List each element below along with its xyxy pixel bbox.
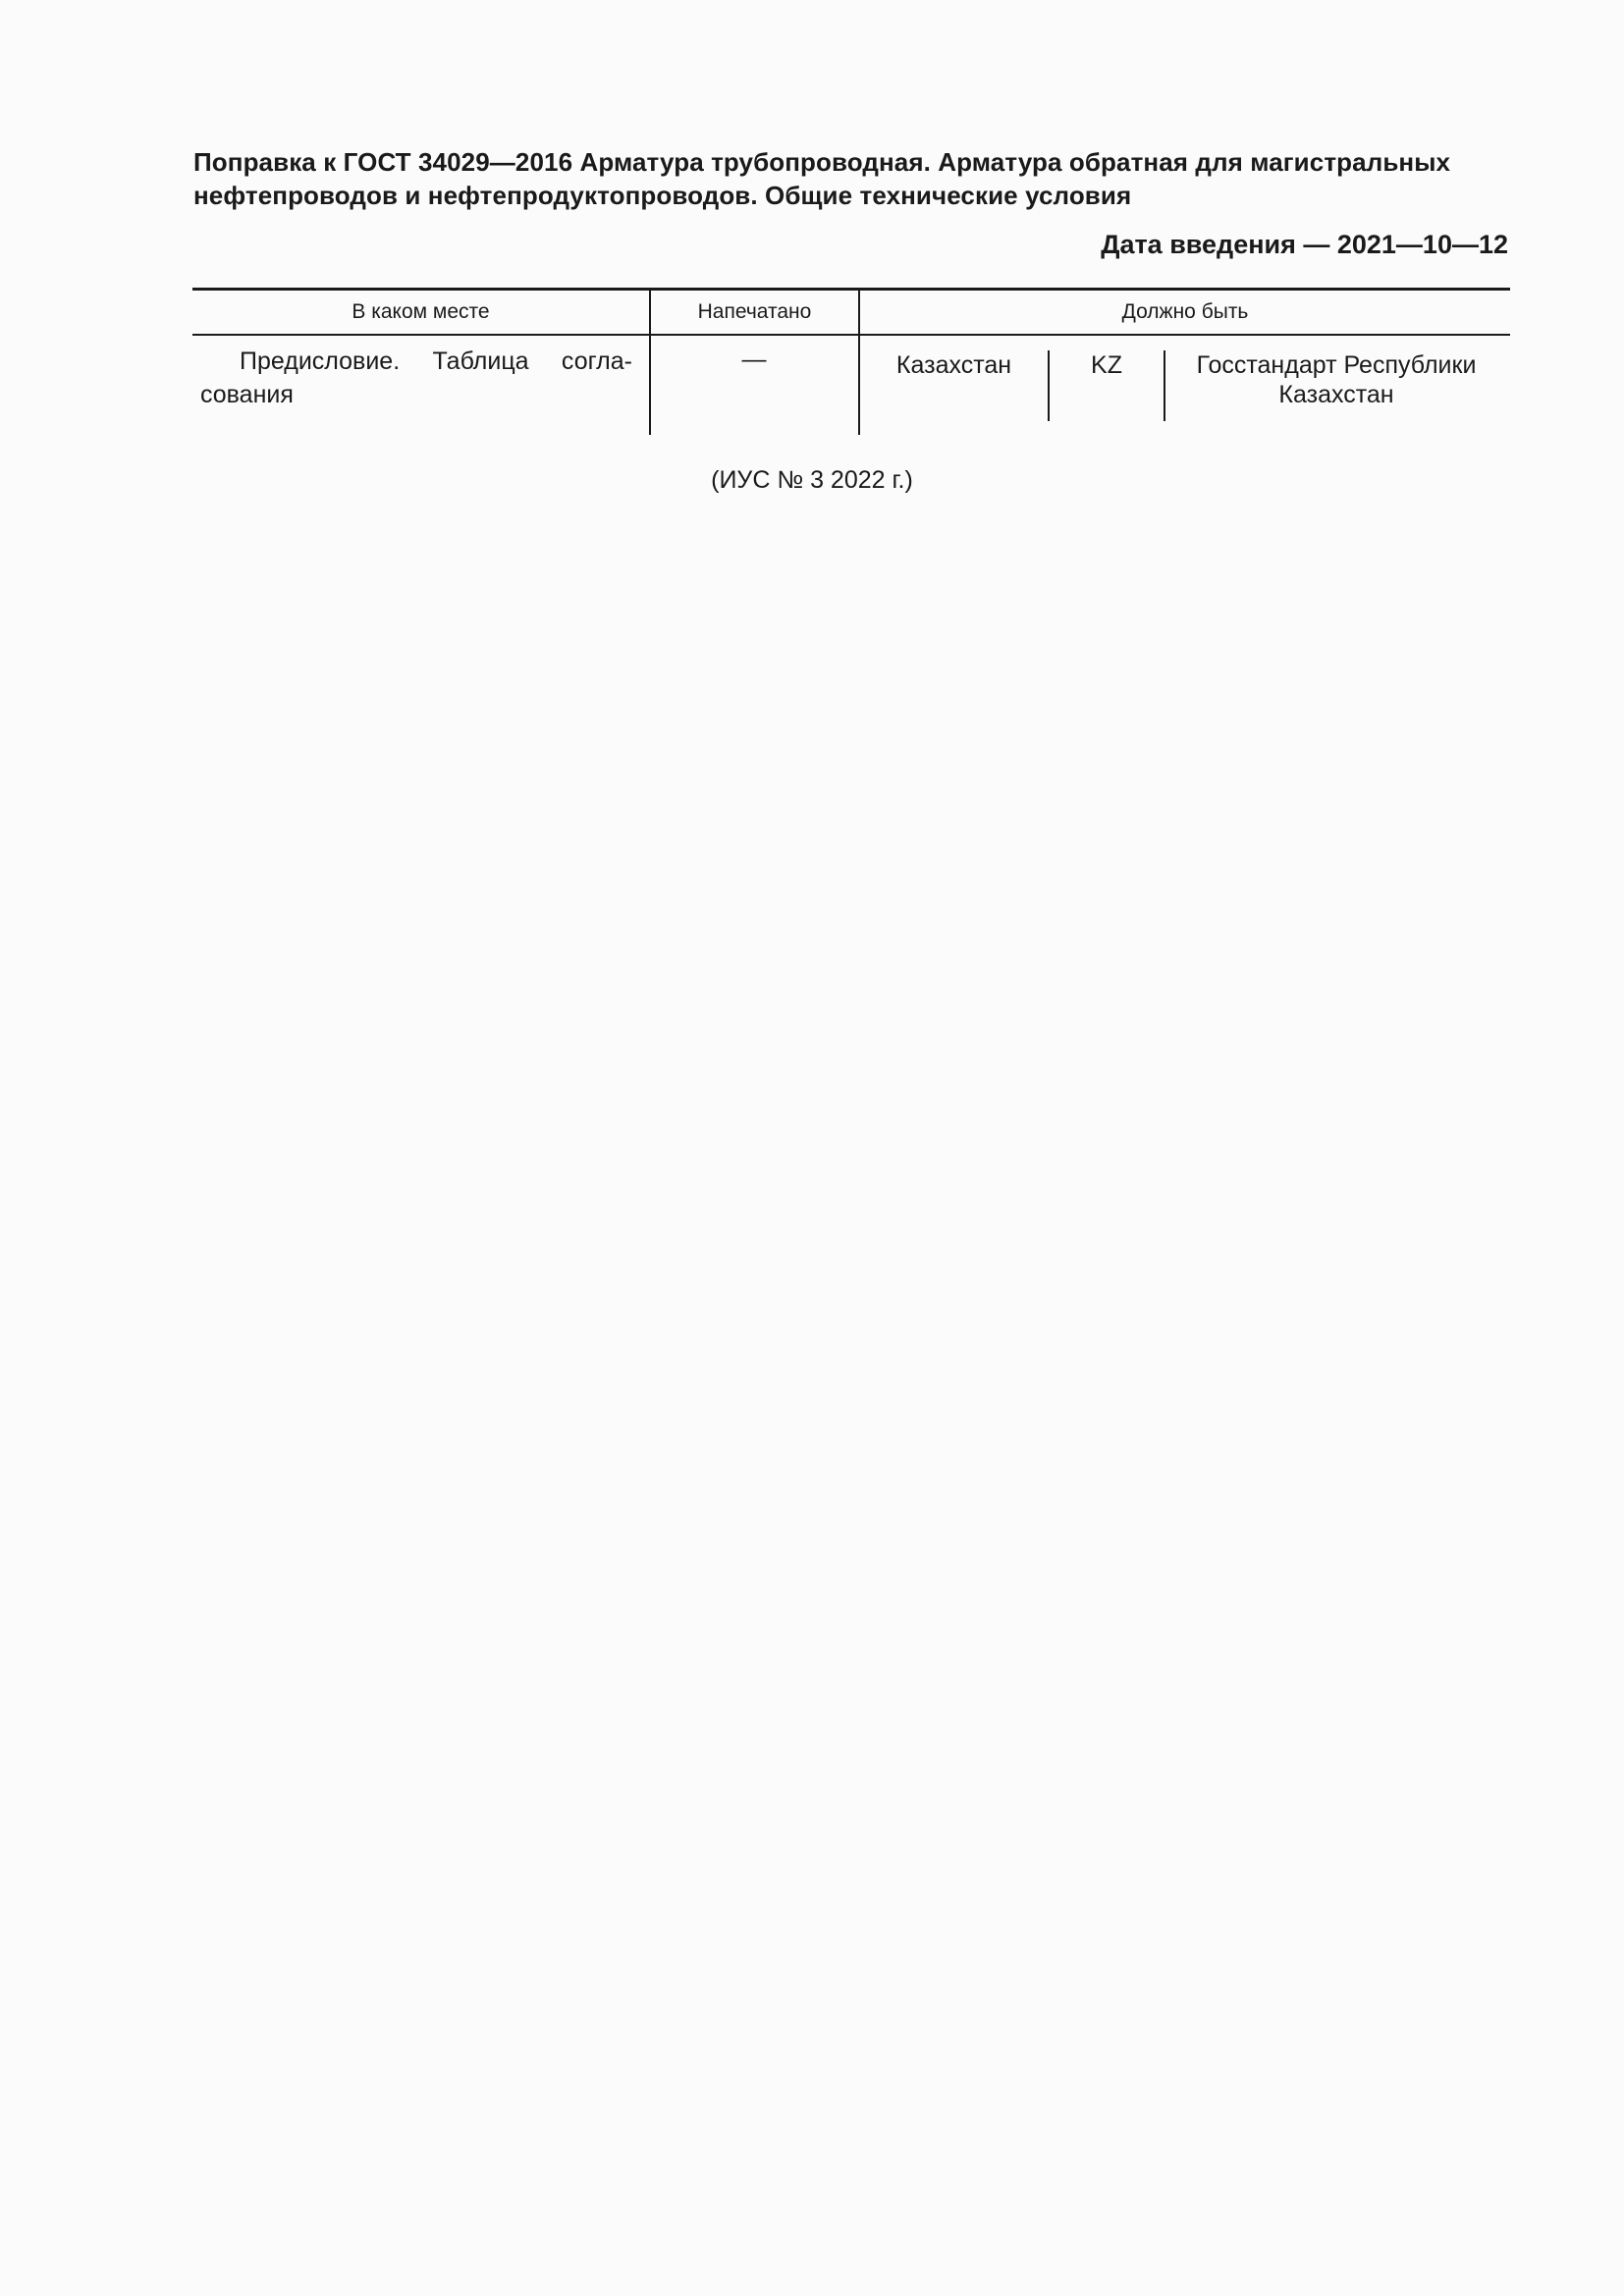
cell-place: Предисловие. Таблица согла-сования [200,347,632,408]
cell-authority: Госстандарт Республики Казахстан [1196,351,1477,408]
subcolumn-divider [1164,350,1165,421]
cell-country: Казахстан [895,351,1012,379]
header-place: В каком месте [352,300,490,323]
cell-printed: — [741,346,767,373]
header-printed: Напечатано [697,300,812,323]
cell-country-code: KZ [1091,351,1122,379]
header-should-be: Должно быть [1121,300,1249,323]
document-title: Поправка к ГОСТ 34029—2016 Арматура трубопроводная. Арматура обратная для магистральных нефтепроводов и нефтепродуктопроводов. Общие технические условия [193,147,1451,210]
introduction-date: Дата введения — 2021—10—12 [1101,230,1508,259]
table-header-rule [192,334,1510,336]
corrections-table [192,288,1510,435]
ius-reference: (ИУС № 3 2022 г.) [711,466,913,494]
